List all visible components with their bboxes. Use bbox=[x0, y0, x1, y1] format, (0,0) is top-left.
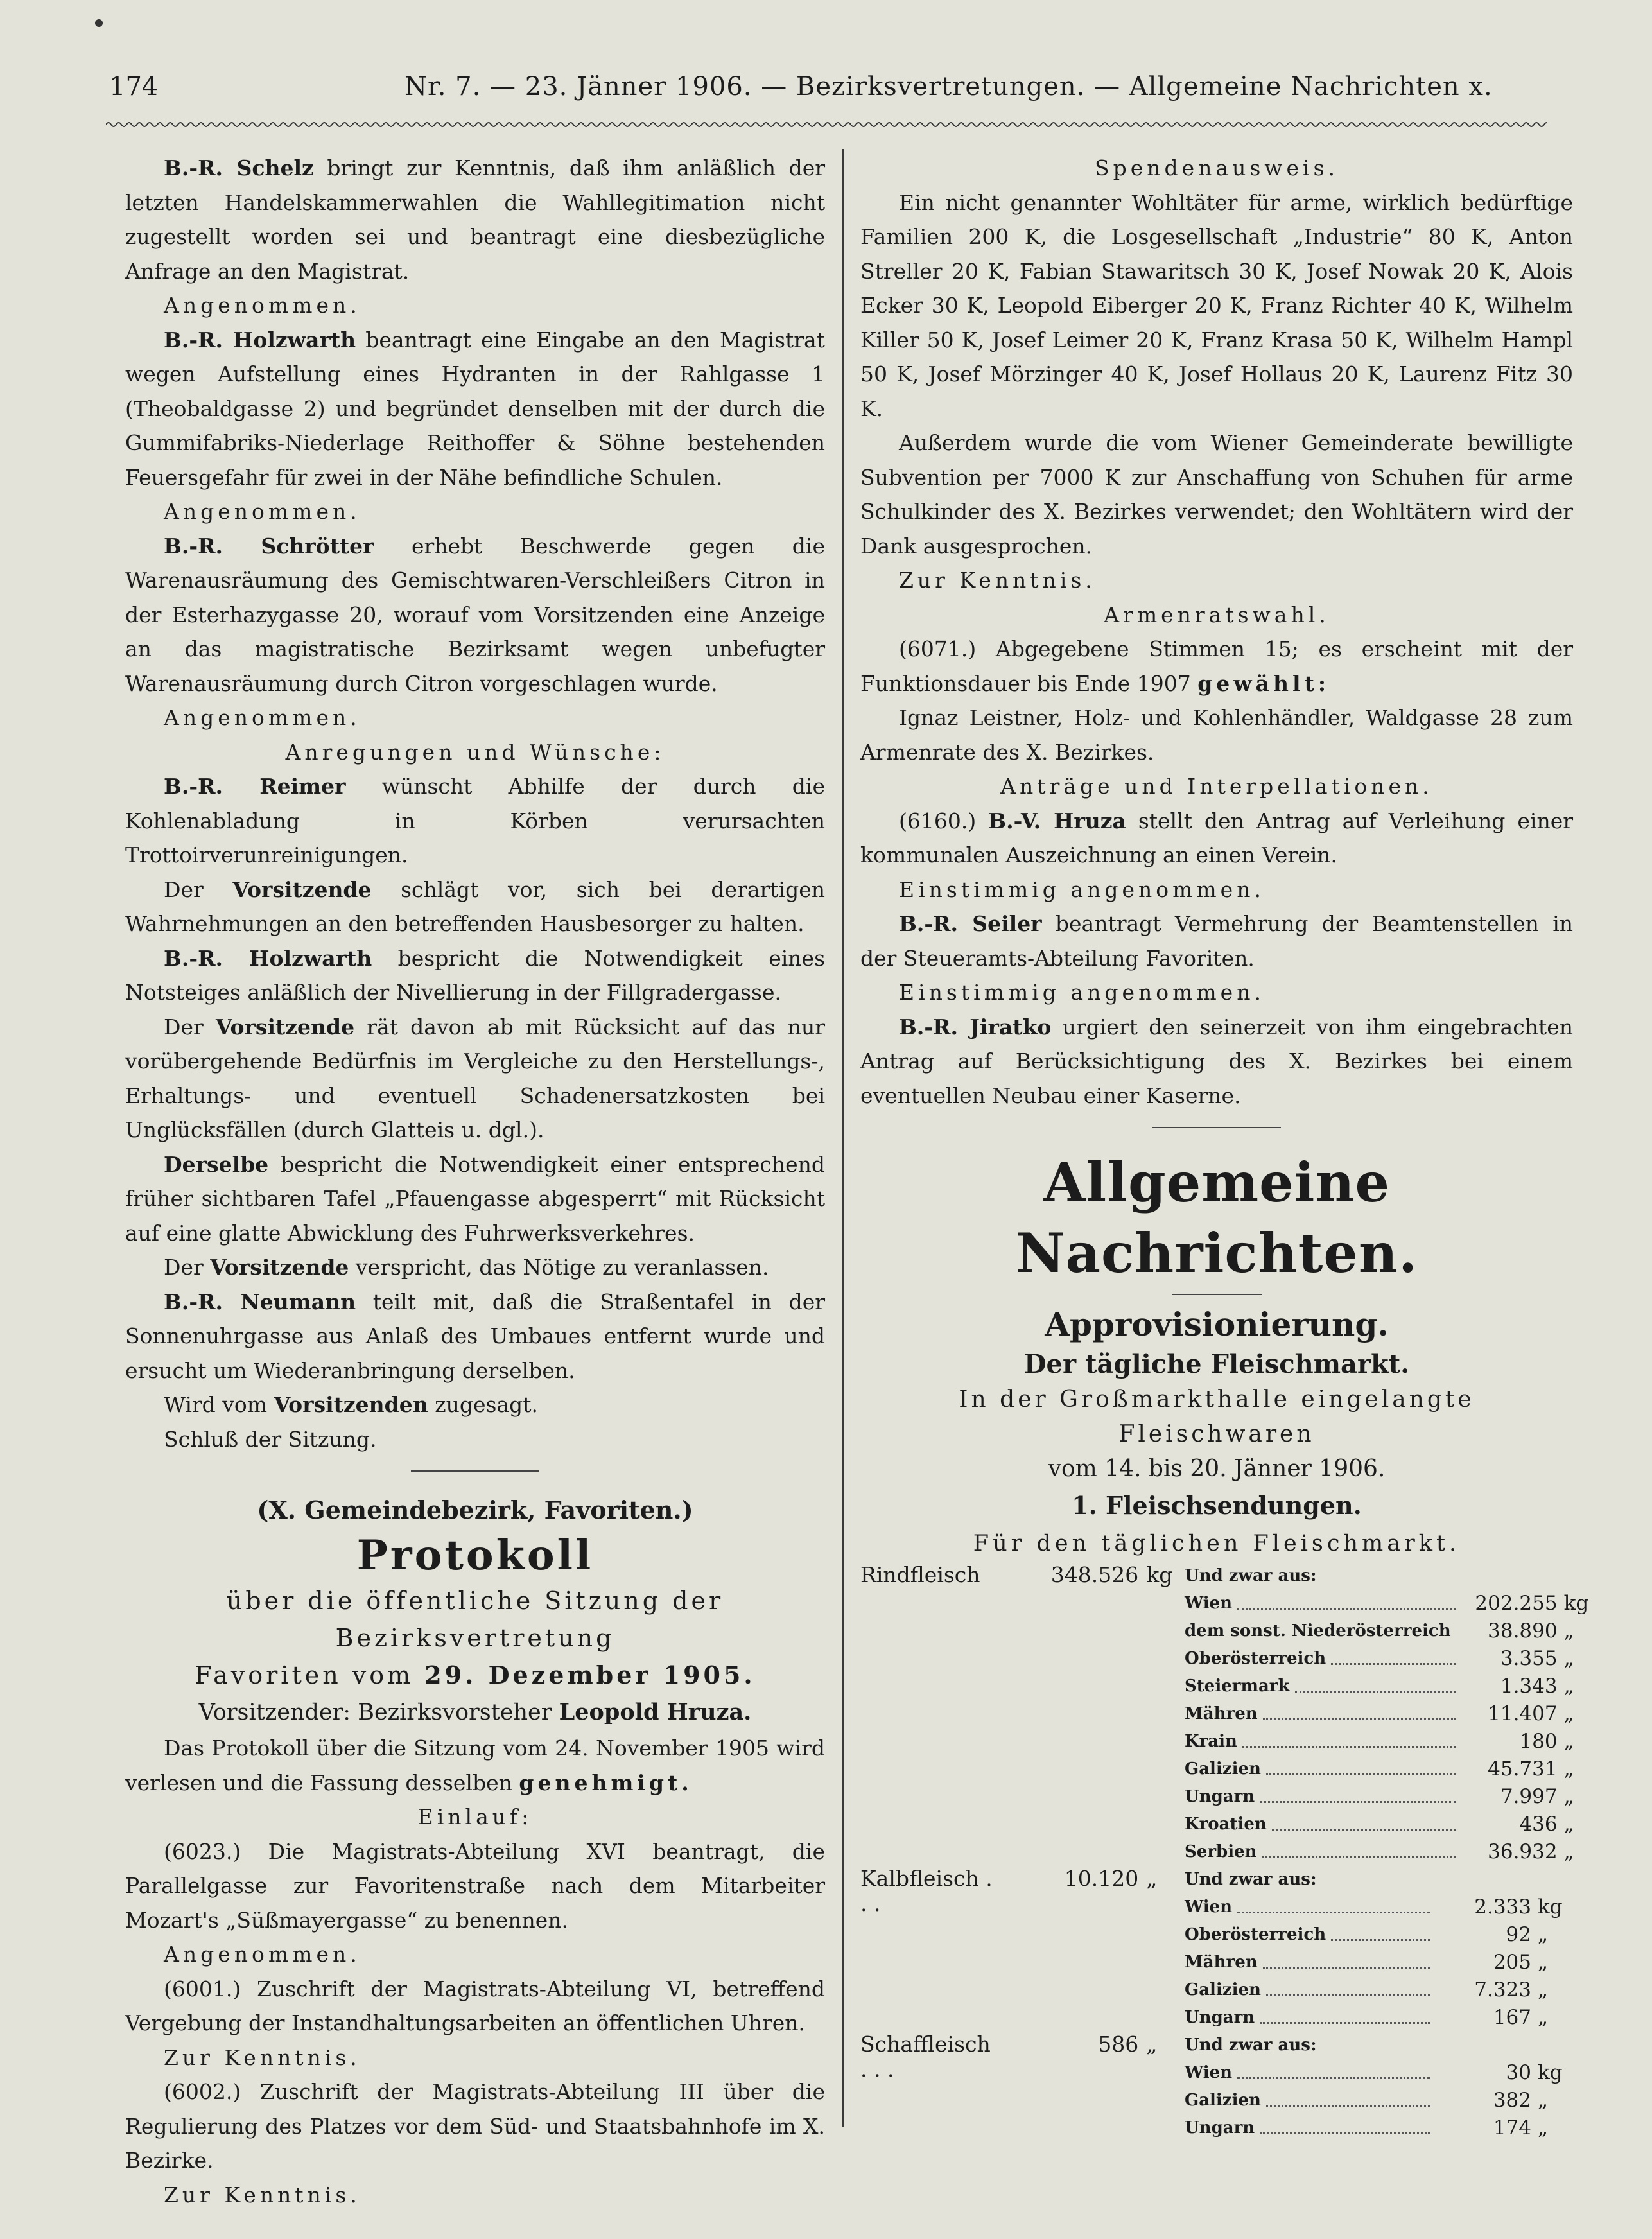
news-title: Allgemeine Nachrichten. bbox=[1015, 1151, 1418, 1285]
district-heading: (X. Gemeindebezirk, Favoriten.) bbox=[257, 1495, 693, 1524]
emphasis: gewählt: bbox=[1197, 670, 1330, 696]
paragraph bbox=[125, 1285, 825, 1388]
section-heading: Anträge und Interpellationen. bbox=[1000, 774, 1433, 799]
paragraph-text: Das Protokoll über die Sitzung vom 24. November 1905 wird verlesen und die Fassung desselben bbox=[125, 1736, 825, 1795]
origin-row bbox=[1185, 2114, 1573, 2142]
origin-name: Steiermark bbox=[1185, 1677, 1290, 1696]
origin-row bbox=[1185, 1894, 1573, 1921]
paragraph bbox=[125, 1250, 825, 1285]
origin-unit: „ bbox=[1538, 1923, 1549, 1946]
paragraph-text: rät davon ab mit Rücksicht auf das nur vorübergehende Bedürfnis im Vergleiche zu den Herstellungs-, Erhaltungs- und eventuell Schadenersatzkosten bei Unglücksfällen (durch Glatteis u. dgl.). bbox=[125, 1014, 825, 1142]
group-label-cell bbox=[860, 1562, 1185, 1866]
origin-value: 174 bbox=[1493, 2116, 1531, 2139]
paragraph-text: verspricht, das Nötige zu veranlassen. bbox=[349, 1255, 769, 1280]
origin-row bbox=[1185, 1673, 1599, 1700]
chairman-line bbox=[125, 1694, 825, 1731]
column-divider bbox=[842, 149, 844, 2127]
origin-value: 205 bbox=[1493, 1951, 1531, 1974]
meat-unit: kg bbox=[1146, 1562, 1173, 1587]
paragraph-text: stellt den Antrag auf Verleihung einer kommunalen Auszeichnung an einen Verein. bbox=[860, 808, 1574, 867]
speaker-name: B.-R. Holzwarth bbox=[164, 945, 372, 971]
origin-row bbox=[1185, 1921, 1573, 1949]
fleischmarkt-heading: Der tägliche Fleischmarkt. bbox=[1023, 1349, 1410, 1379]
origin-value: 30 bbox=[1506, 2061, 1531, 2084]
paragraph-text: (6071.) Abgegebene Stimmen 15; es erscheint mit der Funktionsdauer bis Ende 1907 bbox=[860, 636, 1573, 696]
speaker-name: Vorsitzende bbox=[232, 876, 372, 902]
resolution: Angenommen. bbox=[164, 293, 361, 318]
origin-unit: „ bbox=[1563, 1840, 1574, 1863]
origin-unit: „ bbox=[1538, 1978, 1549, 2001]
origin-unit: „ bbox=[1538, 1951, 1549, 1974]
origin-row bbox=[1185, 1976, 1573, 2004]
paragraph-text: Der bbox=[164, 1255, 211, 1280]
origin-value: 36.932 bbox=[1488, 1840, 1558, 1863]
origin-unit: „ bbox=[1563, 1702, 1574, 1725]
origin-header: Und zwar aus: bbox=[1185, 1870, 1317, 1889]
header-wavy-rule bbox=[106, 119, 1547, 130]
origin-name: Ungarn bbox=[1185, 2118, 1255, 2138]
closing-line: Schluß der Sitzung. bbox=[164, 1426, 377, 1452]
origin-unit: „ bbox=[1563, 1619, 1574, 1642]
origin-row bbox=[1185, 2087, 1573, 2114]
meat-type: Kalbfleisch . . . bbox=[860, 1866, 993, 1916]
origin-list bbox=[1185, 1562, 1599, 1866]
origin-unit: „ bbox=[1538, 2116, 1549, 2139]
origin-row bbox=[1185, 1590, 1599, 1617]
paragraph bbox=[860, 804, 1573, 873]
origin-value: 38.890 bbox=[1488, 1619, 1558, 1642]
paragraph bbox=[125, 941, 825, 1010]
group-total bbox=[860, 1866, 1185, 1916]
origin-unit: „ bbox=[1563, 1785, 1574, 1808]
origin-name: Krain bbox=[1185, 1732, 1237, 1751]
origin-name: Wien bbox=[1185, 1897, 1233, 1917]
origin-unit: kg bbox=[1538, 1895, 1563, 1919]
origin-value: 92 bbox=[1506, 1923, 1531, 1946]
paragraph-text: Der bbox=[164, 876, 233, 902]
meat-amount: 10.120 bbox=[1064, 1866, 1139, 1891]
protokoll-subtitle: über die öffentliche Sitzung der Bezirksvertretung bbox=[226, 1587, 724, 1652]
origin-name: Galizien bbox=[1185, 1980, 1261, 1999]
subsection-heading: 1. Fleischsendungen. bbox=[1072, 1491, 1362, 1520]
group-label-cell bbox=[860, 2032, 1185, 2142]
origin-unit: „ bbox=[1538, 2006, 1549, 2029]
paragraph bbox=[125, 769, 825, 873]
meat-type: Schaffleisch . . . bbox=[860, 2032, 991, 2082]
paragraph-text: Vorsitzender: Bezirksvorsteher bbox=[198, 1700, 559, 1725]
origin-unit: kg bbox=[1563, 1592, 1589, 1615]
paragraph bbox=[125, 1147, 825, 1251]
paragraph: Ein nicht genannter Wohltäter für arme, wirklich bedürftige Familien 200 K, die Losgesellschaft „Industrie“ 80 K, Anton Streller 20 K, Fabian Stawaritsch 30 K, Josef Nowak 20 K, Alois Ecker 30 K, Leopold Eiberger 20 K, Franz Richter 40 K, Wilhelm Killer 50 K, Josef Leimer 20 K, Franz Krasa 50 K, Wilhelm Hampl 50 K, Josef Mörzinger 40 K, Josef Hollaus 20 K, Laurenz Fitz 30 K. bbox=[860, 189, 1573, 421]
origin-unit: kg bbox=[1538, 2061, 1563, 2084]
paragraph-text: wünscht Abhilfe der durch die Kohlenabladung in Körben verursachten Trottoirverunreinigungen. bbox=[125, 774, 825, 867]
paragraph: Außerdem wurde die vom Wiener Gemeinderate bewilligte Subvention per 7000 K zur Anschaffung von Schuhen für arme Schulkinder des X. Bezirkes verwendet; den Wohltätern wird der Dank ausgesprochen. bbox=[860, 430, 1573, 559]
origin-value: 180 bbox=[1519, 1730, 1558, 1753]
resolution: Einstimmig angenommen. bbox=[899, 876, 1265, 902]
origin-name: Galizien bbox=[1185, 2091, 1261, 2110]
paragraph bbox=[125, 529, 825, 701]
meat-unit: „ bbox=[1146, 2032, 1158, 2057]
paragraph-text: bespricht die Notwendigkeit einer entsprechend früher sichtbaren Tafel „Pfauengasse abgesperrt“ mit Rücksicht auf eine glatte Abwicklung des Fuhrwerksverkehres. bbox=[125, 1151, 825, 1246]
resolution: Zur Kenntnis. bbox=[164, 2182, 361, 2208]
speaker-name: B.-R. Seiler bbox=[899, 911, 1042, 936]
origin-header: Und zwar aus: bbox=[1185, 2035, 1317, 2055]
speaker-name: Vorsitzende bbox=[215, 1014, 355, 1040]
origin-value: 3.355 bbox=[1500, 1647, 1558, 1670]
speaker-name: B.-V. Hruza bbox=[988, 808, 1126, 833]
running-title: Nr. 7. — 23. Jänner 1906. — Bezirksvertretungen. — Allgemeine Nachrichten x. bbox=[404, 72, 1493, 101]
origin-row bbox=[1185, 1755, 1599, 1783]
paragraph-text: zugesagt. bbox=[428, 1392, 538, 1417]
origin-header: Und zwar aus: bbox=[1185, 1566, 1317, 1585]
paragraph-text: beantragt eine Eingabe an den Magistrat wegen Aufstellung eines Hydranten in der Rahlgasse 1 (Theobaldgasse 2) und begründet denselben mit der durch die Gummifabriks-Niederlage Reithoffer & Söhne bestehenden Feuersgefahr für zwei in der Nähe befindliche Schulen. bbox=[125, 327, 825, 490]
meat-amount: 586 bbox=[1098, 2032, 1139, 2057]
resolution: Angenommen. bbox=[164, 705, 361, 730]
protokoll-date bbox=[125, 1657, 825, 1694]
speaker-name: Derselbe bbox=[164, 1151, 269, 1177]
paragraph: (6023.) Die Magistrats-Abteilung XVI beantragt, die Parallelgasse zur Favoritenstraße nach dem Mitarbeiter Mozart's „Süßmayergasse“ zu benennen. bbox=[125, 1838, 825, 1933]
origin-name: Ungarn bbox=[1185, 1787, 1255, 1806]
resolution: Zur Kenntnis. bbox=[899, 568, 1096, 593]
paragraph-text: teilt mit, daß die Straßentafel in der Sonnenuhrgasse aus Anlaß des Umbaues entfernt wurde und ersucht um Wiederanbringung derselben. bbox=[125, 1289, 825, 1383]
resolution: Einstimmig angenommen. bbox=[899, 980, 1265, 1005]
origin-name: Ungarn bbox=[1185, 2008, 1255, 2027]
intro-date: vom 14. bis 20. Jänner 1906. bbox=[1048, 1456, 1386, 1482]
group-total bbox=[860, 2032, 1185, 2082]
origin-name: Mähren bbox=[1185, 1704, 1258, 1723]
section-heading: Anregungen und Wünsche: bbox=[285, 739, 665, 765]
origin-row bbox=[1185, 1783, 1599, 1811]
paragraph bbox=[125, 1731, 825, 1800]
section-heading: Einlauf: bbox=[417, 1804, 533, 1829]
origin-row bbox=[1185, 1700, 1599, 1728]
speaker-name: B.-R. Jiratko bbox=[899, 1014, 1052, 1040]
origin-row bbox=[1185, 2004, 1573, 2032]
right-column bbox=[860, 151, 1589, 2142]
paragraph-text: bringt zur Kenntnis, daß ihm anläßlich der letzten Handelskammerwahlen die Wahllegitimation nicht zugestellt worden sei und beantragt eine diesbezügliche Anfrage an den Magistrat. bbox=[125, 155, 825, 284]
origin-unit: „ bbox=[1563, 1757, 1574, 1781]
origin-value: 7.997 bbox=[1500, 1785, 1558, 1808]
origin-list bbox=[1185, 2032, 1573, 2142]
approv-heading: Approvisionierung. bbox=[1045, 1305, 1389, 1343]
origin-name: Wien bbox=[1185, 2063, 1233, 2082]
meat-group-veal bbox=[860, 1866, 1573, 2032]
origin-list bbox=[1185, 1866, 1573, 2032]
origin-value: 436 bbox=[1519, 1813, 1558, 1836]
paragraph bbox=[125, 323, 825, 495]
paragraph bbox=[125, 873, 825, 941]
origin-row bbox=[1185, 1645, 1599, 1673]
paragraph bbox=[860, 632, 1573, 701]
origin-row bbox=[1185, 1811, 1599, 1838]
intro-line: In der Großmarkthalle eingelangte Fleischwaren bbox=[959, 1386, 1475, 1447]
left-column bbox=[125, 151, 825, 2212]
origin-value: 1.343 bbox=[1500, 1675, 1558, 1698]
paragraph-text: bespricht die Notwendigkeit eines Notsteiges anläßlich der Nivellierung in der Fillgradergasse. bbox=[125, 945, 825, 1005]
meat-group-mutton bbox=[860, 2032, 1573, 2142]
ink-dot bbox=[95, 19, 103, 27]
origin-row bbox=[1185, 1949, 1573, 1976]
resolution: Zur Kenntnis. bbox=[164, 2044, 361, 2070]
speaker-name: Vorsitzende bbox=[210, 1255, 349, 1280]
origin-row bbox=[1185, 1728, 1599, 1755]
session-date: 29. Dezember 1905. bbox=[424, 1660, 756, 1689]
origin-value: 11.407 bbox=[1488, 1702, 1558, 1725]
origin-value: 202.255 bbox=[1475, 1592, 1558, 1615]
resolution: Angenommen. bbox=[164, 499, 361, 524]
origin-name: Oberösterreich bbox=[1185, 1649, 1326, 1668]
paragraph bbox=[125, 1388, 825, 1422]
title-divider bbox=[1172, 1294, 1262, 1295]
origin-value: 382 bbox=[1493, 2089, 1531, 2112]
origin-unit: „ bbox=[1538, 2089, 1549, 2112]
origin-row bbox=[1185, 1838, 1599, 1866]
paragraph bbox=[125, 151, 825, 288]
resolution: Angenommen. bbox=[164, 1942, 361, 1967]
origin-value: 45.731 bbox=[1488, 1757, 1558, 1781]
speaker-name: B.-R. Schrötter bbox=[164, 533, 374, 559]
origin-unit: „ bbox=[1563, 1730, 1574, 1753]
protokoll-title: Protokoll bbox=[356, 1531, 594, 1580]
meat-amount: 348.526 bbox=[1050, 1562, 1139, 1587]
paragraph-text: erhebt Beschwerde gegen die Warenausräumung des Gemischtwaren-Verschleißers Citron in der Esterhazygasse 20, worauf vom Vorsitzenden eine Anzeige an das magistratische Bezirksamt wegen unbefugter Warenausräumung durch Citron vorgeschlagen wurde. bbox=[125, 533, 825, 696]
page-header bbox=[109, 72, 1541, 117]
emphasis: genehmigt. bbox=[519, 1770, 693, 1795]
section-divider bbox=[1152, 1127, 1281, 1128]
meat-shipment-table bbox=[860, 1562, 1589, 2142]
group-label-cell bbox=[860, 1866, 1185, 2032]
origin-name: Kroatien bbox=[1185, 1815, 1267, 1834]
paragraph-text: schlägt vor, sich bei derartigen Wahrnehmungen an den betreffenden Hausbesorger zu halten. bbox=[125, 876, 825, 936]
paragraph: Ignaz Leistner, Holz- und Kohlenhändler, Waldgasse 28 zum Armenrate des X. Bezirkes. bbox=[860, 705, 1573, 765]
origin-name: Mähren bbox=[1185, 1953, 1258, 1972]
paragraph: (6001.) Zuschrift der Magistrats-Abteilung VI, betreffend Vergebung der Instandhaltungsarbeiten an öffentlichen Uhren. bbox=[125, 1976, 825, 2035]
paragraph bbox=[860, 1010, 1573, 1113]
section-heading: Spendenausweis. bbox=[1094, 155, 1339, 180]
paragraph-text: Favoriten vom bbox=[195, 1661, 425, 1689]
origin-name: Galizien bbox=[1185, 1759, 1261, 1779]
paragraph-text: Wird vom bbox=[164, 1392, 274, 1417]
chairman-name: Leopold Hruza. bbox=[559, 1699, 752, 1725]
paragraph-text: urgiert den seinerzeit von ihm eingebrachten Antrag auf Berücksichtigung des X. Bezirkes bei einem eventuellen Neubau einer Kaserne. bbox=[860, 1014, 1573, 1108]
origin-value: 167 bbox=[1493, 2006, 1531, 2029]
paragraph-text: (6160.) bbox=[899, 808, 989, 833]
group-total bbox=[860, 1562, 1185, 1587]
subsection-subheading: Für den täglichen Fleischmarkt. bbox=[973, 1531, 1461, 1556]
origin-unit: „ bbox=[1563, 1675, 1574, 1698]
paragraph-text: beantragt Vermehrung der Beamtenstellen in der Steueramts-Abteilung Favoriten. bbox=[860, 911, 1573, 971]
speaker-name: Vorsitzenden bbox=[274, 1392, 428, 1417]
speaker-name: B.-R. Reimer bbox=[164, 774, 346, 799]
meat-unit: „ bbox=[1146, 1866, 1158, 1891]
speaker-name: B.-R. Neumann bbox=[164, 1289, 356, 1314]
origin-value: 7.323 bbox=[1474, 1978, 1531, 2001]
origin-name: dem sonst. Niederösterreich bbox=[1185, 1621, 1451, 1641]
speaker-name: B.-R. Schelz bbox=[164, 155, 314, 180]
origin-value: 2.333 bbox=[1474, 1895, 1531, 1919]
origin-unit: „ bbox=[1563, 1813, 1574, 1836]
origin-name: Serbien bbox=[1185, 1842, 1257, 1861]
origin-unit: „ bbox=[1563, 1647, 1574, 1670]
paragraph: (6002.) Zuschrift der Magistrats-Abteilung III über die Regulierung des Platzes vor dem Süd- und Staatsbahnhofe im X. Bezirke. bbox=[125, 2079, 825, 2173]
paragraph bbox=[125, 1010, 825, 1147]
page-number: 174 bbox=[109, 72, 159, 101]
origin-row bbox=[1185, 1617, 1599, 1645]
section-heading: Armenratswahl. bbox=[1104, 602, 1330, 627]
speaker-name: B.-R. Holzwarth bbox=[164, 327, 356, 353]
paragraph-text: Der bbox=[164, 1014, 216, 1040]
origin-name: Wien bbox=[1185, 1594, 1233, 1613]
origin-name: Oberösterreich bbox=[1185, 1925, 1326, 1944]
meat-type: Rindfleisch bbox=[860, 1562, 980, 1587]
meat-group-beef bbox=[860, 1562, 1589, 1866]
paragraph bbox=[860, 907, 1573, 975]
section-divider bbox=[411, 1470, 539, 1472]
origin-row bbox=[1185, 2059, 1573, 2087]
